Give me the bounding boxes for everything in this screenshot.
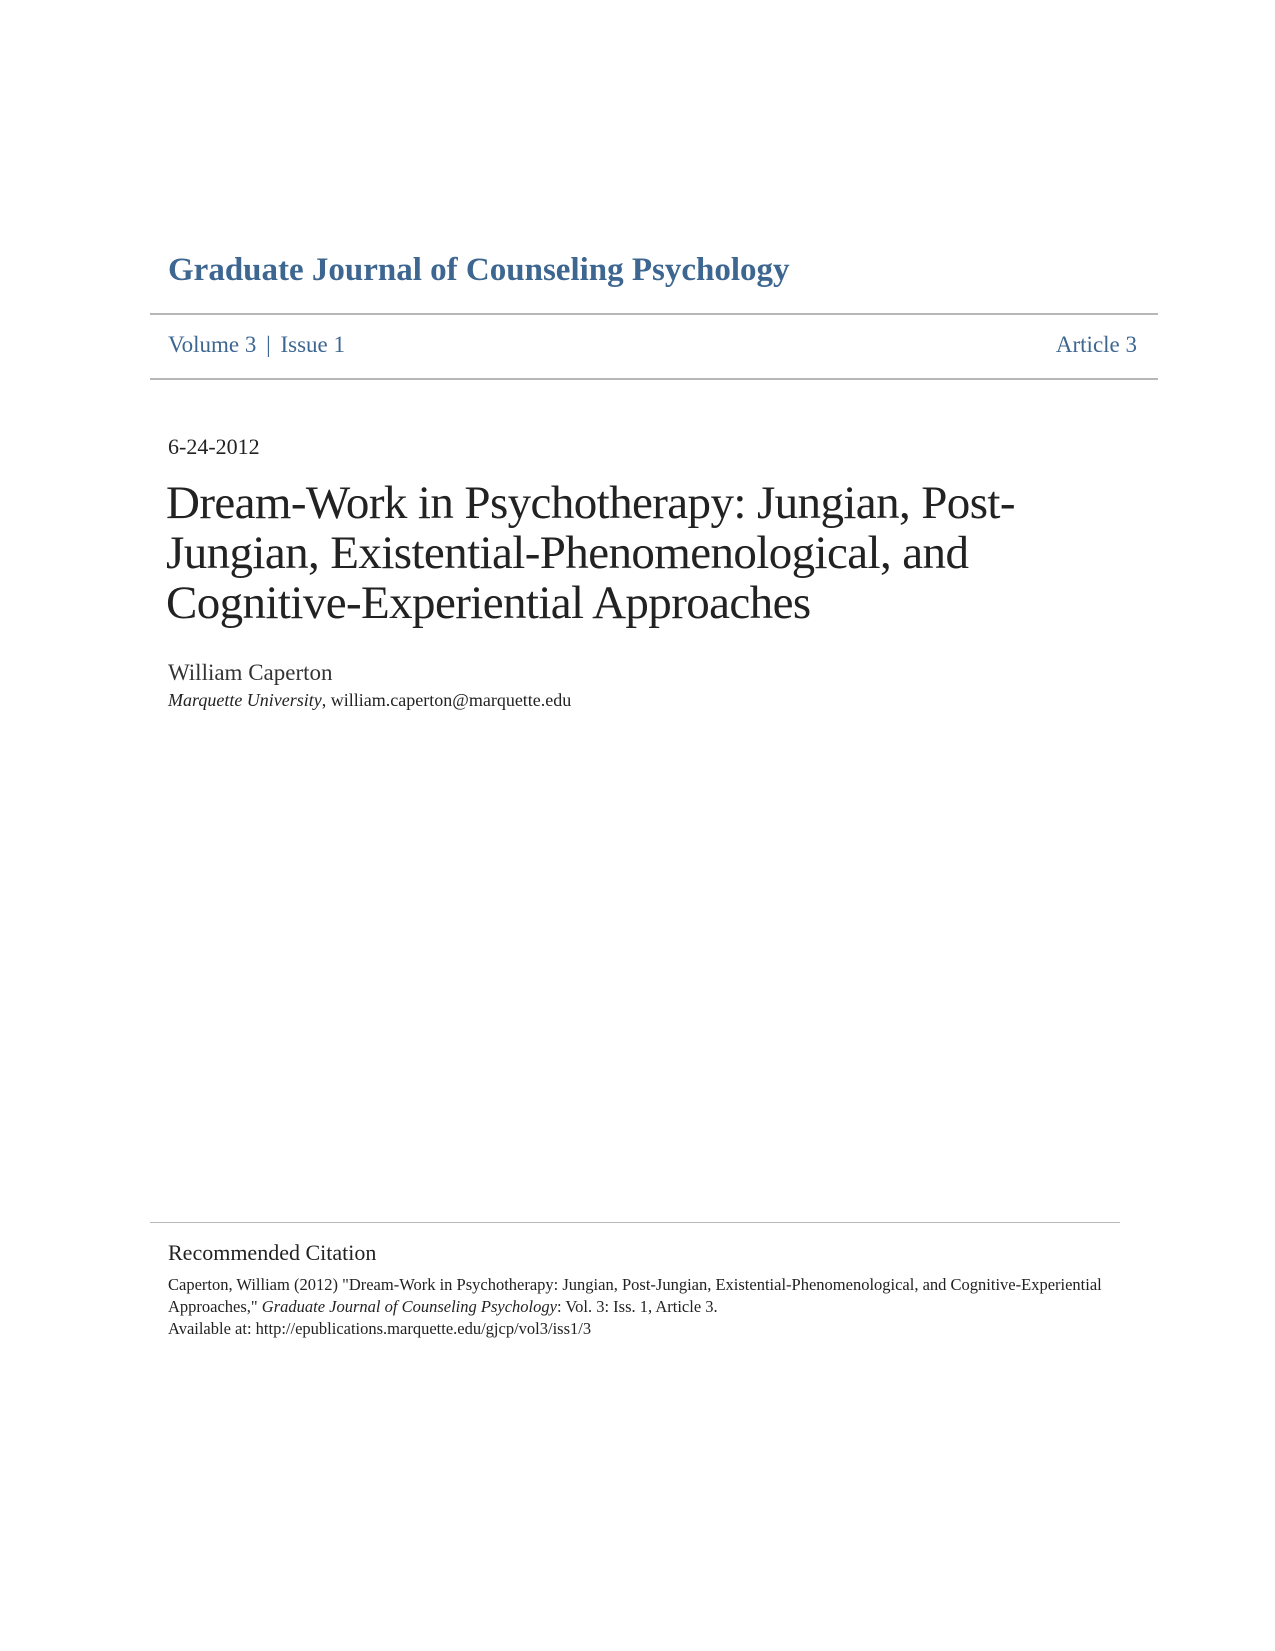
volume-link[interactable]: Volume 3 — [168, 332, 257, 357]
citation-text-part2: : Vol. 3: Iss. 1, Article 3. — [556, 1297, 718, 1316]
citation-body — [168, 1274, 1108, 1340]
issue-separator: | — [266, 332, 271, 357]
journal-title[interactable]: Graduate Journal of Counseling Psychology — [168, 252, 790, 288]
header-rule-bottom — [150, 378, 1158, 380]
publication-date: 6-24-2012 — [168, 434, 260, 459]
citation-journal-name: Graduate Journal of Counseling Psychology — [261, 1297, 557, 1316]
author-name: William Caperton — [168, 660, 333, 685]
author-email[interactable]: , william.caperton@marquette.edu — [321, 690, 572, 710]
article-number-link[interactable]: Article 3 — [1055, 332, 1137, 357]
citation-text-part1: Caperton, William (2012) "Dream-Work in Psychotherapy: Jungian, Post-Jungian, Existential-Phenomenological, and Cognitive-Experiential Approaches," — [168, 1275, 1102, 1316]
institution-name: Marquette University — [168, 690, 322, 710]
issue-link[interactable]: Issue 1 — [280, 332, 346, 357]
author-affiliation — [168, 690, 571, 711]
article-title: Dream-Work in Psychotherapy: Jungian, Post-Jungian, Existential-Phenomenological, and Cognitive-Experiential Approaches — [166, 477, 1015, 629]
header-rule-top — [150, 313, 1158, 315]
citation-rule — [150, 1222, 1120, 1223]
citation-url[interactable]: Available at: http://epublications.marquette.edu/gjcp/vol3/iss1/3 — [168, 1319, 592, 1338]
citation-heading: Recommended Citation — [168, 1240, 377, 1265]
issue-bar — [168, 332, 345, 358]
